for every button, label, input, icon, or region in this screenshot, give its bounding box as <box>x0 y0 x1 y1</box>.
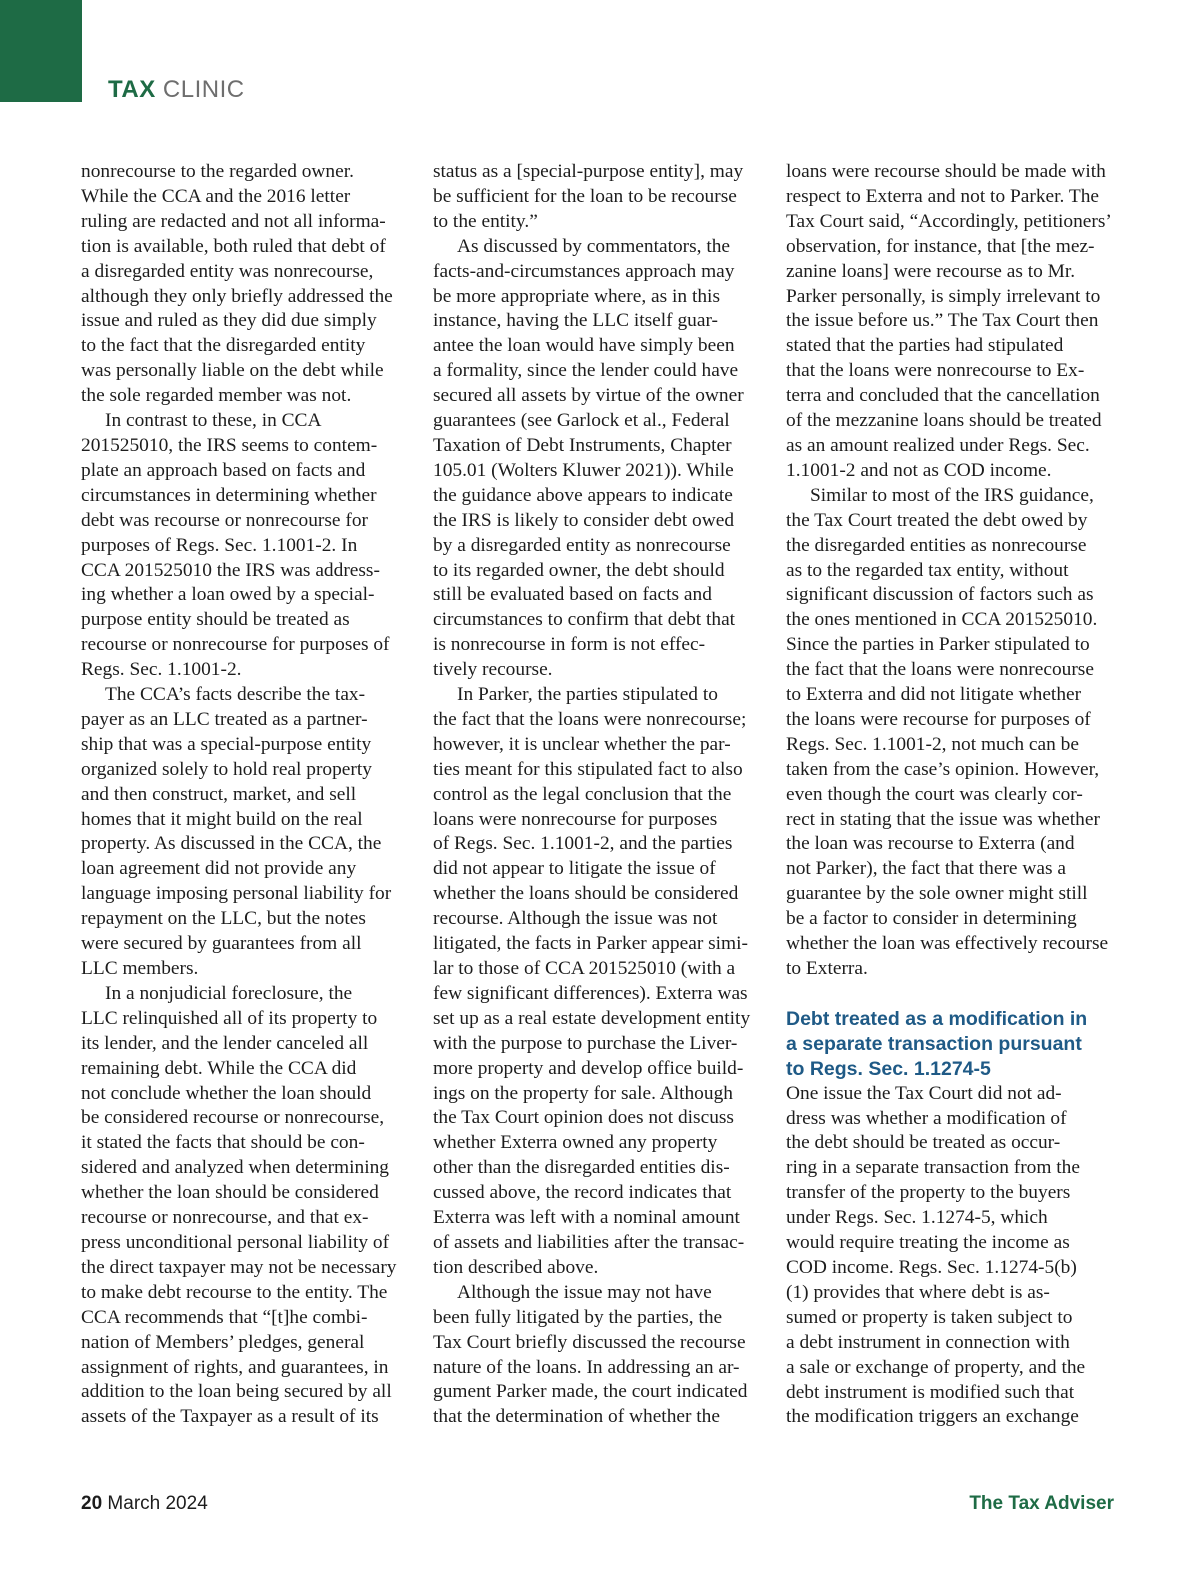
text-line: purpose entity should be treated as <box>81 609 350 631</box>
text-line: of assets and liabilities after the transac- <box>433 1231 745 1253</box>
text-line: the direct taxpayer may not be necessary <box>81 1256 397 1278</box>
text-line: Regs. Sec. 1.1001-2, not much can be <box>786 733 1079 755</box>
text-line: Regs. Sec. 1.1001-2. <box>81 659 242 681</box>
section-label-bold: TAX <box>108 76 156 103</box>
section-label-light: CLINIC <box>162 76 245 103</box>
text-line: Tax Court said, “Accordingly, petitioners’ <box>786 210 1112 232</box>
text-line: few significant differences). Exterra was <box>433 982 748 1004</box>
text-line: not conclude whether the loan should <box>81 1082 372 1104</box>
text-line: it stated the facts that should be con- <box>81 1132 365 1154</box>
text-line: to the fact that the disregarded entity <box>81 335 366 357</box>
text-line: status as a [special-purpose entity], may <box>433 161 744 182</box>
text-line: Exterra was left with a nominal amount <box>433 1207 740 1229</box>
text-line: ruling are redacted and not all informa- <box>81 210 386 232</box>
text-line: transfer of the property to the buyers <box>786 1182 1071 1204</box>
text-line: ties meant for this stipulated fact to also <box>433 758 743 780</box>
text-line: the debt should be treated as occur- <box>786 1132 1061 1154</box>
text-line: of the mezzanine loans should be treated <box>786 410 1102 432</box>
text-line: under Regs. Sec. 1.1274-5, which <box>786 1207 1048 1229</box>
text-line: antee the loan would have simply been <box>433 335 735 357</box>
text-line: to Exterra and did not litigate whether <box>786 684 1082 706</box>
text-line: (1) provides that where debt is as- <box>786 1281 1050 1303</box>
text-line: with the purpose to purchase the Liver- <box>433 1032 738 1054</box>
section-heading-line: to Regs. Sec. 1.1274-5 <box>786 1057 991 1080</box>
text-line: press unconditional personal liability of <box>81 1231 390 1253</box>
text-line: assignment of rights, and guarantees, in <box>81 1356 389 1378</box>
text-line: its lender, and the lender canceled all <box>81 1032 369 1054</box>
section-heading-line: a separate transaction pursuant <box>786 1032 1082 1055</box>
text-line: As discussed by commentators, the <box>457 235 731 257</box>
text-line: recourse. Although the issue was not <box>433 908 718 930</box>
text-line: dress was whether a modification of <box>786 1107 1067 1129</box>
text-line: is nonrecourse in form is not effec- <box>433 634 706 656</box>
text-line: whether the loan was effectively recourse <box>786 933 1109 955</box>
text-line: Tax Court briefly discussed the recourse <box>433 1331 746 1353</box>
column-2 <box>433 160 763 1430</box>
text-line: organized solely to hold real property <box>81 758 372 780</box>
text-line: circumstances in determining whether <box>81 484 377 506</box>
text-line: rect in stating that the issue was whether <box>786 808 1100 830</box>
text-line: the guidance above appears to indicate <box>433 484 733 506</box>
text-line: assets of the Taxpayer as a result of its <box>81 1406 379 1428</box>
text-line: a formality, since the lender could have <box>433 360 739 382</box>
text-line: tion described above. <box>433 1256 599 1278</box>
text-line: the modification triggers an exchange <box>786 1406 1079 1428</box>
text-line: that the determination of whether the <box>433 1406 720 1428</box>
text-line: lar to those of CCA 201525010 (with a <box>433 958 736 979</box>
text-line: guarantees (see Garlock et al., Federal <box>433 410 730 432</box>
text-line: the fact that the loans were nonrecourse; <box>433 708 747 730</box>
text-line: 201525010, the IRS seems to contem- <box>81 434 378 456</box>
text-line: nature of the loans. In addressing an ar- <box>433 1356 740 1378</box>
text-line: CCA 201525010 the IRS was address- <box>81 559 380 581</box>
text-line: The CCA’s facts describe the tax- <box>105 684 366 706</box>
text-line: whether the loans should be considered <box>433 883 739 905</box>
text-line: set up as a real estate development entity <box>433 1007 751 1029</box>
text-line: by a disregarded entity as nonrecourse <box>433 534 731 556</box>
text-line: payer as an LLC treated as a partner- <box>81 708 368 730</box>
text-line: be sufficient for the loan to be recourse <box>433 185 737 207</box>
text-line: nonrecourse to the regarded owner. <box>81 161 354 182</box>
text-line: other than the disregarded entities dis- <box>433 1157 730 1179</box>
text-line: loan agreement did not provide any <box>81 858 357 880</box>
text-line: repayment on the LLC, but the notes <box>81 908 366 930</box>
text-line: Taxation of Debt Instruments, Chapter <box>433 434 732 456</box>
text-line: taken from the case’s opinion. However, <box>786 758 1100 780</box>
text-line: zanine loans] were recourse as to Mr. <box>786 260 1076 282</box>
column-3 <box>786 160 1116 1430</box>
text-line: the sole regarded member was not. <box>81 385 352 407</box>
text-line: not Parker), the fact that there was a <box>786 858 1066 880</box>
text-line: were secured by guarantees from all <box>81 933 362 955</box>
text-line: tively recourse. <box>433 659 553 681</box>
text-line: the Tax Court treated the debt owed by <box>786 509 1088 531</box>
text-line: In Parker, the parties stipulated to <box>457 684 718 706</box>
text-line: would require treating the income as <box>786 1232 1070 1254</box>
text-line: secured all assets by virtue of the owner <box>433 385 744 407</box>
text-line: a debt instrument in connection with <box>786 1331 1070 1353</box>
text-line: Similar to most of the IRS guidance, <box>810 484 1094 506</box>
text-line: LLC relinquished all of its property to <box>81 1007 378 1029</box>
text-line: Although the issue may not have <box>457 1281 712 1303</box>
text-line: be more appropriate where, as in this <box>433 285 720 307</box>
text-line: the Tax Court opinion does not discuss <box>433 1107 734 1129</box>
text-line: recourse or nonrecourse, and that ex- <box>81 1207 369 1229</box>
text-line: as an amount realized under Regs. Sec. <box>786 434 1090 456</box>
text-line: Since the parties in Parker stipulated to <box>786 634 1090 656</box>
text-line: still be evaluated based on facts and <box>433 584 712 606</box>
text-line: more property and develop office build- <box>433 1057 744 1079</box>
text-line: the IRS is likely to consider debt owed <box>433 509 735 531</box>
text-line: as to the regarded tax entity, without <box>786 559 1069 581</box>
text-line: the fact that the loans were nonrecourse <box>786 659 1094 681</box>
text-line: circumstances to confirm that debt that <box>433 609 736 631</box>
text-line: that the loans were nonrecourse to Ex- <box>786 360 1085 382</box>
text-line: observation, for instance, that [the mez- <box>786 235 1095 257</box>
text-line: ship that was a special-purpose entity <box>81 733 372 755</box>
text-line: issue and ruled as they did due simply <box>81 310 377 332</box>
text-line: litigated, the facts in Parker appear simi- <box>433 933 748 955</box>
text-line: although they only briefly addressed the <box>81 285 393 307</box>
text-line: and then construct, market, and sell <box>81 783 357 805</box>
text-line: the loans were recourse for purposes of <box>786 708 1091 730</box>
text-line: ing whether a loan owed by a special- <box>81 584 375 606</box>
section-label <box>108 76 245 104</box>
text-line: terra and concluded that the cancellation <box>786 385 1100 407</box>
text-line: language imposing personal liability for <box>81 883 392 905</box>
text-line: however, it is unclear whether the par- <box>433 733 731 755</box>
text-line: LLC members. <box>81 958 199 979</box>
text-line: loans were nonrecourse for purposes <box>433 808 718 830</box>
text-line: plate an approach based on facts and <box>81 459 366 481</box>
text-line: purposes of Regs. Sec. 1.1001-2. In <box>81 534 358 556</box>
text-line: remaining debt. While the CCA did <box>81 1057 357 1079</box>
text-line: guarantee by the sole owner might still <box>786 883 1088 905</box>
footer-page-info <box>81 1493 208 1515</box>
text-line: did not appear to litigate the issue of <box>433 858 716 880</box>
text-line: be considered recourse or nonrecourse, <box>81 1107 385 1129</box>
text-line: be a factor to consider in determining <box>786 908 1077 930</box>
text-line: debt was recourse or nonrecourse for <box>81 509 368 531</box>
text-line: of Regs. Sec. 1.1001-2, and the parties <box>433 833 733 855</box>
text-line: a disregarded entity was nonrecourse, <box>81 260 374 282</box>
text-line: to Exterra. <box>786 958 868 979</box>
text-line: property. As discussed in the CCA, the <box>81 833 382 855</box>
column-1 <box>81 160 411 1430</box>
text-line: One issue the Tax Court did not ad- <box>786 1082 1062 1104</box>
text-line: instance, having the LLC itself guar- <box>433 310 718 332</box>
text-line: control as the legal conclusion that the <box>433 783 732 805</box>
text-line: whether the loan should be considered <box>81 1182 379 1204</box>
text-line: facts-and-circumstances approach may <box>433 260 735 282</box>
text-line: sumed or property is taken subject to <box>786 1306 1073 1328</box>
text-line: stated that the parties had stipulated <box>786 335 1064 357</box>
text-line: debt instrument is modified such that <box>786 1381 1075 1403</box>
text-line: the issue before us.” The Tax Court then <box>786 310 1099 332</box>
text-line: the ones mentioned in CCA 201525010. <box>786 609 1098 631</box>
publication-name: The Tax Adviser <box>969 1493 1114 1514</box>
text-line: was personally liable on the debt while <box>81 360 384 382</box>
text-line: to its regarded owner, the debt should <box>433 559 725 581</box>
text-line: loans were recourse should be made with <box>786 161 1106 182</box>
text-line: tion is available, both ruled that debt of <box>81 235 386 257</box>
text-line: the disregarded entities as nonrecourse <box>786 534 1087 556</box>
text-line: 105.01 (Wolters Kluwer 2021)). While <box>433 459 734 481</box>
text-line: In contrast to these, in CCA <box>105 410 322 432</box>
text-line: 1.1001-2 and not as COD income. <box>786 459 1052 481</box>
text-line: significant discussion of factors such as <box>786 584 1094 606</box>
page-number: 20 <box>81 1493 103 1514</box>
text-line: whether Exterra owned any property <box>433 1132 718 1154</box>
text-line: recourse or nonrecourse for purposes of <box>81 634 390 656</box>
text-line: the loan was recourse to Exterra (and <box>786 833 1075 855</box>
text-line: homes that it might build on the real <box>81 808 363 830</box>
text-line: even though the court was clearly cor- <box>786 783 1083 805</box>
text-line: a sale or exchange of property, and the <box>786 1356 1086 1378</box>
text-line: nation of Members’ pledges, general <box>81 1331 365 1353</box>
text-line: gument Parker made, the court indicated <box>433 1381 748 1403</box>
text-line: In a nonjudicial foreclosure, the <box>105 982 353 1004</box>
text-line: addition to the loan being secured by all <box>81 1381 392 1403</box>
text-line: sidered and analyzed when determining <box>81 1157 389 1179</box>
text-line: While the CCA and the 2016 letter <box>81 185 351 207</box>
text-line: respect to Exterra and not to Parker. The <box>786 185 1100 207</box>
text-line: CCA recommends that “[t]he combi- <box>81 1306 368 1328</box>
text-line: been fully litigated by the parties, the <box>433 1306 723 1328</box>
corner-color-block <box>0 0 82 102</box>
text-line: to make debt recourse to the entity. The <box>81 1281 388 1303</box>
text-line: Parker personally, is simply irrelevant to <box>786 285 1101 307</box>
text-line: to the entity.” <box>433 210 538 232</box>
text-line: COD income. Regs. Sec. 1.1274-5(b) <box>786 1256 1077 1278</box>
section-heading-line: Debt treated as a modification in <box>786 1007 1088 1030</box>
text-line: cussed above, the record indicates that <box>433 1182 732 1204</box>
text-line: ring in a separate transaction from the <box>786 1157 1080 1179</box>
text-line: ings on the property for sale. Although <box>433 1082 733 1104</box>
issue-date: March 2024 <box>107 1493 208 1514</box>
